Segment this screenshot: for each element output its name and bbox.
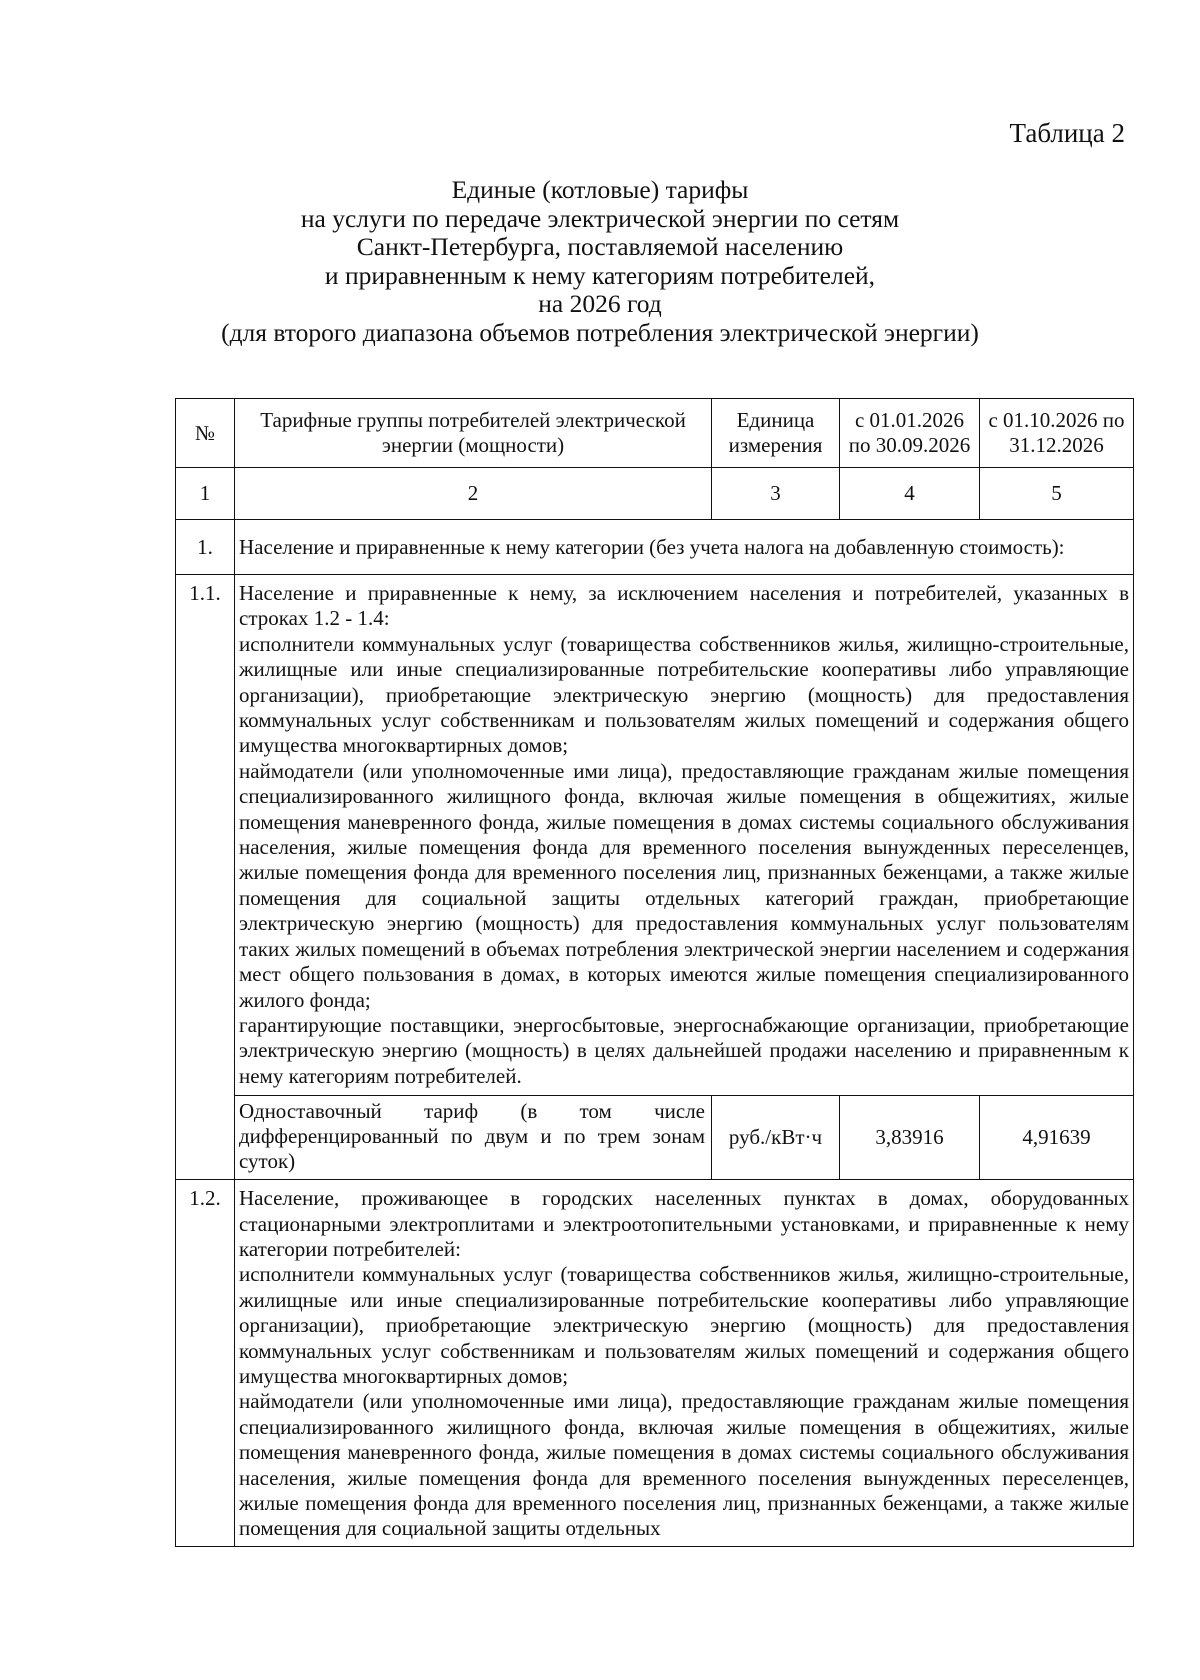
tariff-value-period-1: 3,83916 bbox=[840, 1096, 980, 1180]
paragraph: гарантирующие поставщики, энергосбытовые, энергоснабжающие организации, приобретающие электрическую энергию (мощность) в целях дальнейшей продажи населению и приравненным к нему категориям потребителей. bbox=[239, 1012, 1129, 1088]
paragraph: исполнители коммунальных услуг (товарищества собственников жилья, жилищно-строительные, жилищные или иные специализированные потребительские кооперативы либо управляющие организации), приобретающие электрическую энергию (мощность) для предоставления коммунальных услуг собственникам и пользователям жилых помещений и содержания общего имущества многоквартирных домов; bbox=[239, 1262, 1129, 1388]
paragraph: наймодатели (или уполномоченные ими лица), предоставляющие гражданам жилые помещения специализированного жилищного фонда, включая жилые помещения в общежитиях, жилые помещения маневренного фонда, жилые помещения в домах системы социального обслуживания населения, жилые помещения фонда для временного поселения вынужденных переселенцев, жилые помещения фонда для временного поселения лиц, признанных беженцами, а также жилые помещения для социальной защиты отдельных bbox=[239, 1389, 1129, 1541]
tariff-unit: руб./кВт·ч bbox=[712, 1096, 840, 1180]
paragraph: наймодатели (или уполномоченные ими лица), предоставляющие гражданам жилые помещения специализированного жилищного фонда, включая жилые помещения в общежитиях, жилые помещения маневренного фонда, жилые помещения в домах системы социального обслуживания населения, жилые помещения фонда для временного поселения вынужденных переселенцев, жилые помещения фонда для временного поселения лиц, признанных беженцами, а также жилые помещения для социальной защиты отдельных категорий граждан, приобретающие электрическую энергию (мощность) для предоставления коммунальных услуг пользователям таких жилых помещений в объемах потребления электрической энергии населением и содержания мест общего пользования в домах, в которых имеются жилые помещения специализированного жилого фонда; bbox=[239, 758, 1129, 1012]
table-number-label: Таблица 2 bbox=[1009, 118, 1125, 148]
section-text: Население и приравненные к нему категории (без учета налога на добавленную стоимость): bbox=[235, 520, 1134, 575]
table-header-row bbox=[176, 399, 1134, 468]
header-group: Тарифные группы потребителей электрической энергии (мощности) bbox=[235, 399, 712, 468]
row-1-2-description bbox=[235, 1180, 1134, 1547]
section-row-1 bbox=[176, 520, 1134, 575]
document-title bbox=[0, 176, 1200, 347]
column-number: 2 bbox=[235, 468, 712, 520]
header-period-2: с 01.10.2026 по 31.12.2026 bbox=[980, 399, 1134, 468]
paragraph: Население, проживающее в городских населенных пунктах в домах, оборудованных стационарными электроплитами и электроотопительными установками, и приравненные к нему категории потребителей: bbox=[239, 1186, 1129, 1261]
row-1-1-description bbox=[235, 575, 1134, 1096]
title-line: Санкт-Петербурга, поставляемой населению bbox=[356, 232, 844, 261]
row-num: 1.1. bbox=[176, 575, 235, 1180]
title-line: на услуги по передаче электрической энергии по сетям bbox=[300, 203, 900, 233]
tariff-value-period-2: 4,91639 bbox=[980, 1096, 1134, 1180]
tariff-table bbox=[175, 398, 1134, 1547]
paragraph: Население и приравненные к нему, за исключением населения и потребителей, указанных в строках 1.2 - 1.4: bbox=[239, 581, 1129, 631]
section-num: 1. bbox=[176, 520, 235, 575]
row-1-2 bbox=[176, 1180, 1134, 1547]
title-line: Единые (котловые) тарифы bbox=[451, 175, 749, 204]
paragraph: исполнители коммунальных услуг (товарищества собственников жилья, жилищно-строительные, жилищные или иные специализированные потребительские кооперативы либо управляющие организации), приобретающие электрическую энергию (мощность) для предоставления коммунальных услуг собственникам и пользователям жилых помещений и содержания общего имущества многоквартирных домов; bbox=[239, 631, 1129, 758]
header-unit: Единица измерения bbox=[712, 399, 840, 468]
title-line: и приравненным к нему категориям потребителей, bbox=[324, 260, 876, 290]
column-number-row bbox=[176, 468, 1134, 520]
header-period-1: с 01.01.2026 по 30.09.2026 bbox=[840, 399, 980, 468]
column-number: 3 bbox=[712, 468, 840, 520]
row-num: 1.2. bbox=[176, 1180, 235, 1547]
row-1-1 bbox=[176, 575, 1134, 1096]
tariff-name: Одноставочный тариф (в том числе дифференцированный по двум и по трем зонам суток) bbox=[235, 1096, 712, 1180]
column-number: 4 bbox=[840, 468, 980, 520]
column-number: 1 bbox=[176, 468, 235, 520]
tariff-row-1-1 bbox=[176, 1096, 1134, 1180]
column-number: 5 bbox=[980, 468, 1134, 520]
header-num: № bbox=[176, 399, 235, 468]
title-line: на 2026 год bbox=[538, 289, 662, 318]
title-line: (для второго диапазона объемов потребления электрической энергии) bbox=[221, 317, 979, 347]
